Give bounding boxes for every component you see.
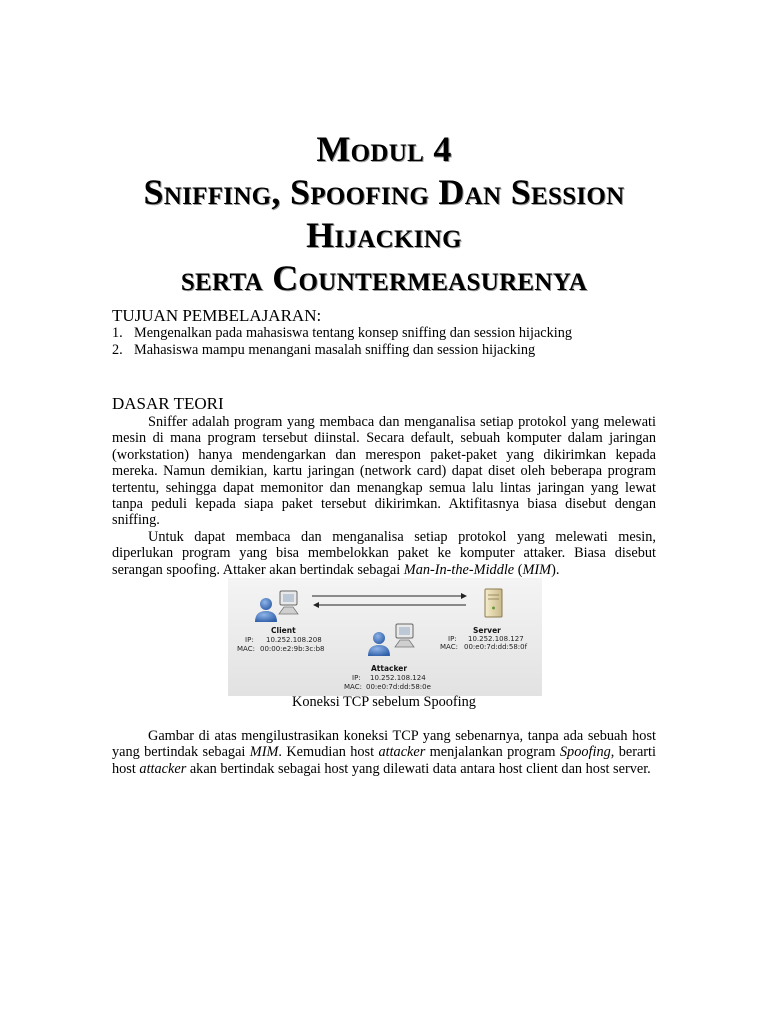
paragraph-text: menjalankan program bbox=[425, 744, 560, 761]
objectives-heading: TUJUAN PEMBELAJARAN: bbox=[112, 306, 322, 325]
paragraph-text: . Kemudian host bbox=[278, 744, 379, 761]
client-mac: 00:00:e2:9b:3c:b8 bbox=[260, 645, 325, 653]
figure-caption: Koneksi TCP sebelum Spoofing bbox=[292, 694, 476, 710]
theory-paragraph-1: Sniffer adalah program yang membaca dan menganalisa setiap protokol yang melewati mesin di mana program tersebut diinstal. Secara default, sebuah komputer dalam jaringan (workstation) hanya mendengarkan dan merespon paket-paket yang dikirimkan kepada mereka. Namun demikian, kartu jaringan (network card) dapat diset oleh beberapa program tertentu, sehingga dapat memonitor dan menangkap semua lalu lintas jaringan yang lewat tanpa peduli kepada siapa paket tersebut dikirimkan. Aktifitasnya biasa disebut dengan sniffing. bbox=[112, 414, 656, 529]
paragraph-text: akan bertindak sebagai host yang dilewati data antara host client dan host server. bbox=[186, 760, 651, 777]
paragraph-text: ). bbox=[551, 561, 560, 578]
server-mac: 00:e0:7d:dd:58:0f bbox=[464, 643, 528, 651]
spoofing-term: Spoofing bbox=[559, 744, 611, 761]
module-title bbox=[0, 128, 768, 300]
attacker-ip-label: IP: bbox=[352, 674, 361, 682]
list-number: 1. bbox=[112, 325, 123, 341]
title-line-3: Hijacking bbox=[306, 215, 462, 255]
mim-abbreviation: MIM bbox=[522, 561, 552, 578]
client-mac-label: MAC: bbox=[237, 645, 255, 653]
paragraph-text: Untuk dapat membaca dan menganalisa setiap protokol yang melewati mesin, diperlukan program yang bisa membelokkan paket ke komputer attaker. Biasa disebut serangan spoofing. Attaker akan bertindak sebagai bbox=[112, 529, 656, 578]
list-number: 2. bbox=[112, 342, 123, 358]
theory-heading: DASAR TEORI bbox=[112, 394, 224, 413]
mim-abbreviation: MIM bbox=[249, 744, 279, 761]
list-item bbox=[112, 325, 672, 342]
paragraph-text: , berarti host bbox=[112, 744, 657, 777]
list-text: Mahasiswa mampu menangani masalah sniffing dan session hijacking bbox=[134, 342, 536, 358]
server-label: Server bbox=[473, 626, 501, 635]
attacker-mac-label: MAC: bbox=[344, 683, 362, 691]
attacker-ip: 10.252.108.124 bbox=[370, 674, 426, 682]
client-label: Client bbox=[271, 626, 296, 635]
theory-paragraph-2 bbox=[112, 529, 656, 578]
paragraph-text: Gambar di atas mengilustrasikan koneksi TCP yang sebenarnya, tanpa ada sebuah host yang bertindak sebagai bbox=[112, 728, 656, 761]
server-mac-label: MAC: bbox=[440, 643, 458, 651]
attacker-term: attacker bbox=[139, 760, 187, 777]
objectives-list bbox=[112, 325, 672, 359]
client-ip: 10.252.108.208 bbox=[266, 636, 322, 644]
attacker-mac: 00:e0:7d:dd:58:0e bbox=[366, 683, 431, 691]
title-line-1: Modul 4 bbox=[316, 129, 452, 169]
server-ip: 10.252.108.127 bbox=[468, 635, 524, 643]
server-ip-label: IP: bbox=[448, 635, 457, 643]
attacker-computer-icon bbox=[395, 624, 414, 647]
list-text: Mengenalkan pada mahasiswa tentang konsep sniffing dan session hijacking bbox=[134, 325, 573, 341]
client-ip-label: IP: bbox=[245, 636, 254, 644]
paragraph-text: ( bbox=[514, 561, 523, 578]
attacker-term: attacker bbox=[378, 744, 426, 761]
closing-paragraph bbox=[112, 728, 656, 777]
server-icon bbox=[485, 589, 502, 617]
attacker-label: Attacker bbox=[371, 664, 408, 673]
title-line-2: Sniffing, Spoofing Dan Session bbox=[143, 172, 625, 212]
network-diagram-svg bbox=[228, 578, 542, 696]
list-item bbox=[112, 342, 672, 359]
mim-term: Man-In-the-Middle bbox=[403, 561, 515, 578]
client-computer-icon bbox=[279, 591, 298, 614]
title-line-4: serta Countermeasurenya bbox=[180, 258, 588, 298]
network-diagram bbox=[228, 578, 542, 696]
